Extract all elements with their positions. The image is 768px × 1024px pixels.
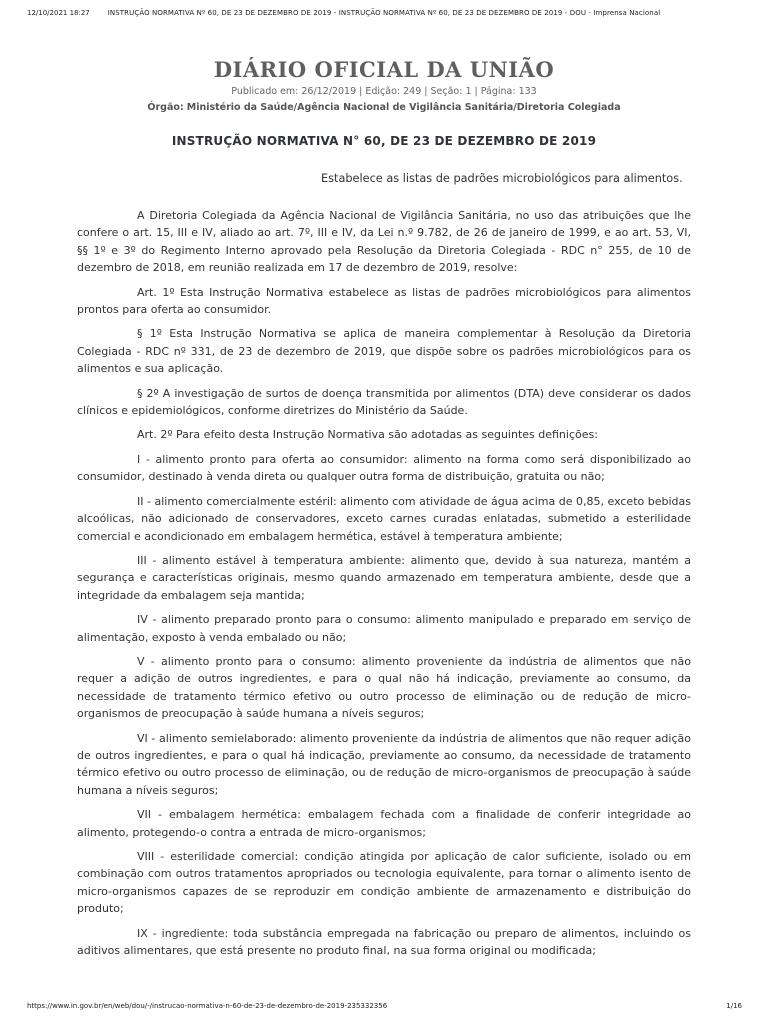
print-datetime: 12/10/2021 18:27 xyxy=(27,9,90,17)
definition-item: VI - alimento semielaborado: alimento proveniente da indústria de alimentos que não requer adição de outros ingredientes, e para o qual há indicação, previamente ao consumo, da necessidade de tratamento térmico efetivo ou outro processo de eliminação, ou de redução de micro-organismos de preocupação à saúde humana a níveis seguros; xyxy=(77,731,691,797)
organ-line xyxy=(0,101,768,115)
paragraph-art-2: Art. 2º Para efeito desta Instrução Normativa são adotadas as seguintes definições: xyxy=(137,428,598,442)
journal-name: DIÁRIO OFICIAL DA UNIÃO xyxy=(213,57,555,82)
paragraph-art-1-par-1: § 1º Esta Instrução Normativa se aplica de maneira complementar à Resolução da Diretoria Colegiada - RDC nº 331, de 23 de dezembro de 2019, que dispõe sobre os padrões microbiológicos para os alimentos e sua aplicação. xyxy=(77,327,691,376)
definition-item: I - alimento pronto para oferta ao consumidor: alimento na forma como será disponibilizado ao consumidor, destinado à venda direta ou qualquer outra forma de distribuição, gratuita ou não; xyxy=(77,452,691,484)
print-footer xyxy=(0,1002,768,1014)
print-url: https://www.in.gov.br/en/web/dou/-/instrucao-normativa-n-60-de-23-de-dezembro-de-2019-235332356 xyxy=(27,1002,388,1010)
document-title: INSTRUÇÃO NORMATIVA N° 60, DE 23 DE DEZEMBRO DE 2019 xyxy=(171,134,597,148)
print-page-number: 1/16 xyxy=(726,1002,742,1010)
publication-meta: Publicado em: 26/12/2019 | Edição: 249 | Seção: 1 | Página: 133 xyxy=(231,86,537,97)
organ-value: Ministério da Saúde/Agência Nacional de Vigilância Sanitária/Diretoria Colegiada xyxy=(186,102,621,113)
paragraph-preamble: A Diretoria Colegiada da Agência Nacional de Vigilância Sanitária, no uso das atribuições que lhe confere o art. 15, III e IV, aliado ao art. 7º, III e IV, da Lei n.º 9.782, de 26 de janeiro de 1999, e ao art. 53, VI, §§ 1º e 3º do Regimento Interno aprovado pela Resolução da Diretoria Colegiada - RDC n° 255, de 10 de dezembro de 2018, em reunião realizada em 17 de dezembro de 2019, resolve: xyxy=(77,209,691,275)
definition-item: VIII - esterilidade comercial: condição atingida por aplicação de calor suficiente, isolado ou em combinação com outros tratamentos apropriados ou tecnologia equivalente, para tornar o alimento isento de micro-organismos capazes de se reproduzir em condição ambiente de armazenamento e distribuição do produto; xyxy=(77,850,691,916)
paragraph-art-1-par-2: § 2º A investigação de surtos de doença transmitida por alimentos (DTA) deve considerar os dados clínicos e epidemiológicos, conforme diretrizes do Ministério da Saúde. xyxy=(77,386,691,418)
definition-item: IX - ingrediente: toda substância empregada na fabricação ou preparo de alimentos, incluindo os aditivos alimentares, que está presente no produto final, na sua forma original ou modificada; xyxy=(77,926,691,958)
masthead xyxy=(0,58,768,115)
definition-item: IV - alimento preparado pronto para o consumo: alimento manipulado e preparado em serviço de alimentação, exposto à venda embalado ou não; xyxy=(77,613,691,644)
print-page-title: INSTRUÇÃO NORMATIVA Nº 60, DE 23 DE DEZEMBRO DE 2019 - INSTRUÇÃO NORMATIVA Nº 60, DE 23 DE DEZEMBRO DE 2019 - DOU - Imprensa Nacional xyxy=(107,9,661,17)
definition-item: VII - embalagem hermética: embalagem fechada com a finalidade de conferir integridade ao alimento, protegendo-o contra a entrada de micro-organismos; xyxy=(77,808,691,839)
definition-item: III - alimento estável à temperatura ambiente: alimento que, devido à sua natureza, mantém a segurança e características originais, mesmo quando armazenado em temperatura ambiente, desde que a integridade da embalagem seja mantida; xyxy=(77,553,691,602)
paragraph-art-1: Art. 1º Esta Instrução Normativa estabelece as listas de padrões microbiológicos para alimentos prontos para oferta ao consumidor. xyxy=(77,285,691,317)
definition-item: V - alimento pronto para o consumo: alimento proveniente da indústria de alimentos que não requer a adição de outros ingredientes, e para o qual não há indicação, previamente ao consumo, da necessidade de tratamento térmico efetivo ou outro processo de eliminação ou de redução de micro-organismos de preocupação à saúde humana a níveis seguros; xyxy=(77,654,691,721)
print-header xyxy=(0,9,768,21)
definition-item: II - alimento comercialmente estéril: alimento com atividade de água acima de 0,85, exceto bebidas alcoólicas, não adicionado de conservadores, exceto carnes curadas enlatadas, submetido a esterilidade comercial e acondicionado em embalagem hermética, estável à temperatura ambiente; xyxy=(77,494,691,543)
document-body xyxy=(77,207,691,966)
organ-label: Órgão: xyxy=(147,102,184,113)
document-ementa: Estabelece as listas de padrões microbiológicos para alimentos. xyxy=(321,172,683,185)
